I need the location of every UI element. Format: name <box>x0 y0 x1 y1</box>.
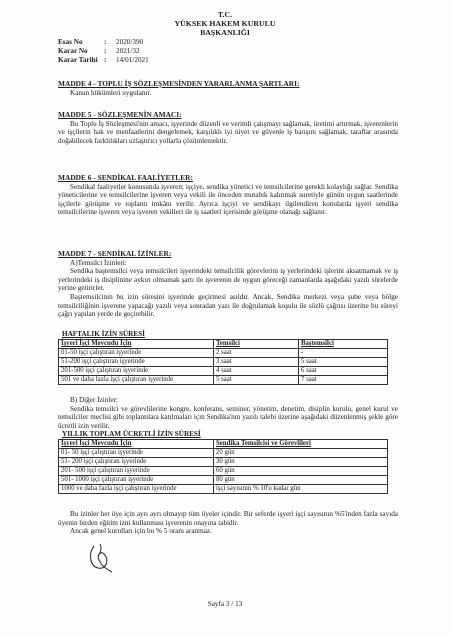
meta-key: Karar No <box>58 47 88 55</box>
table-cell: 4 saat <box>214 367 299 376</box>
article-7-a-paragraph-2: Baştemsilcinin bu izin süresini işyerinde geçirmesi asıldır. Ancak, Sendika merkezi veya şube veya bölge temsilciliğinin işverene yapacağı yazılı veya sonradan yazı ile doğrulamak koşulu ile sözlü çağrısı üzerine bu süreyi çağrı yapılan yerde de geçirebilir. <box>58 292 398 319</box>
table-cell: 60 gün <box>214 467 388 476</box>
table-row <box>59 349 388 358</box>
article-7-after-2: Ancak genel kurulları için bu % 5 oranı aranmaz. <box>70 527 212 536</box>
table-header-row <box>59 340 388 349</box>
table-cell: 80 gün <box>214 476 388 485</box>
article-7-b-paragraph-1: Sendika temsilci ve görevlilerine kongre, konferans, seminer, yönetim, denetim, disiplin kurulu, genel kurul ve temsilciler meclisi gibi toplantılara katılmaları için Sendika'nın yazılı talebi üzerine aşağıdaki düzenlenmiş şekle göre ücretli izin verilir. <box>58 404 398 430</box>
table-cell: 51-200 işçi çalıştıran işyerinde <box>59 358 214 367</box>
meta-key: Karar Tarihi <box>58 56 98 64</box>
table-cell: 01-50 işçi çalıştıran işyerinde <box>59 349 214 358</box>
table-cell: işçi sayısının % 10'u kadar gün <box>214 485 388 494</box>
meta-value: 2020/390 <box>116 38 144 46</box>
header-institution: YÜKSEK HAKEM KURULU <box>174 19 276 28</box>
article-5 <box>58 111 398 145</box>
meta-row-esas <box>58 38 149 47</box>
table-header-row <box>59 440 388 449</box>
table-cell: 51- 200 işçi çalıştıran işyerinde <box>59 458 214 467</box>
article-7-a-paragraph-1: Sendika baştemsilci veya temsilcileri işyerindeki temsilcilik görevlerini iş yerlerindeki işlerini aksatmamak ve iş yerlerindeki iş disiplinine aykırı olmamak şartı ile işverenin de uygun göreceği zamanlarda aşağıdaki yazılı sürelerde yerine getirirler. <box>58 267 398 293</box>
table-cell: 501 ve daha fazla işçi çalıştıran işyerinde <box>59 376 214 385</box>
table-row <box>59 485 388 494</box>
article-6-body: Sendikal faaliyetler konusunda işveren; işçiye, sendika yönetici ve temsilcilerine gerekli kolaylığı sağlar. Sendika yöneticilerine ve temsilcilerine işveren veya vekili ile önceden mutabık kalınmak suretiyle günün uygun saatlerinde işçilerle görüşme ve toplantı imkânı verilir. Ayrıca işçiyi ve sendikayı ilgilendiren konularda işyeri sendika temsilcilerine işveren veya işveren vekilleri ile iş saatleri içerisinde görüşme olanağı sağlanır. <box>58 182 398 217</box>
table-header-cell: Sendika Temsilcisi ve Görevlileri <box>214 440 388 449</box>
meta-key: Esas No <box>58 38 83 46</box>
article-4-body: Kanun hükümleri uygulanır. <box>70 88 152 97</box>
article-5-title: MADDE 5 - SÖZLEŞMENİN AMACI: <box>58 110 182 119</box>
table-2-title: YILLIK TOPLAM ÜCRETLİ İZİN SÜRESİ <box>62 430 201 438</box>
table-1-title: HAFTALIK İZİN SÜRESİ <box>62 330 145 338</box>
article-7-b <box>58 396 398 430</box>
case-meta <box>58 38 149 65</box>
table-cell: 5 saat <box>299 358 388 367</box>
article-7 <box>58 250 398 319</box>
annual-leave-table <box>58 439 388 494</box>
table-row <box>59 467 388 476</box>
meta-value: 14/01/2021 <box>116 56 149 64</box>
article-4-title: MADDE 4 - TOPLU İŞ SÖZLEŞMESİNDEN YARARLANMA ŞARTLARI: <box>58 79 300 88</box>
table-header-cell: İşyeri İşçi Mevcudu İçin <box>59 440 214 449</box>
table-header-cell: Baştemsilci <box>299 340 388 349</box>
header-department: BAŞKANLIĞI <box>200 28 250 37</box>
table-row <box>59 367 388 376</box>
article-4 <box>58 80 398 97</box>
table-header-cell: Temsilci <box>214 340 299 349</box>
handwritten-initial <box>86 540 116 574</box>
table-cell: 01- 50 işçi çalıştıran işyerinde <box>59 449 214 458</box>
article-6-title: MADDE 6 - SENDİKAL FAALİYETLER: <box>58 173 193 182</box>
article-7-after-1: Bu izinler her üye için ayrı ayrı olmayıp tüm üyeler içindir. Bir seferde işyeri işçi sayısının %5'inden fazla sayıda üyenin birden eğitim izni kullanması işverenin onayına tabidir. <box>58 510 398 527</box>
meta-colon: : <box>104 47 107 55</box>
table-cell: 6 saat <box>299 367 388 376</box>
table-cell: - <box>299 349 388 358</box>
table-cell: 501- 1000 işçi çalıştıran işyerinde <box>59 476 214 485</box>
table-cell: 1000 ve daha fazla işçi çalıştıran işyerinde <box>59 485 214 494</box>
table-cell: 30 gün <box>214 458 388 467</box>
table-cell: 201- 500 işçi çalıştıran işyerinde <box>59 467 214 476</box>
article-7-title: MADDE 7 - SENDİKAL İZİNLER: <box>58 249 172 258</box>
meta-colon: : <box>104 56 107 64</box>
table-row <box>59 476 388 485</box>
table-cell: 20 gün <box>214 449 388 458</box>
table-cell: 201-500 işçi çalıştıran işyerinde <box>59 367 214 376</box>
article-7-a-title: A)Temsilci İzinleri: <box>70 258 127 267</box>
article-7-closing <box>58 510 398 536</box>
meta-colon: : <box>104 38 107 46</box>
table-row <box>59 376 388 385</box>
page-number: Sayfa 3 / 13 <box>207 600 243 608</box>
table-cell: 3 saat <box>214 358 299 367</box>
weekly-leave-table <box>58 339 388 385</box>
table-cell: 7 saat <box>299 376 388 385</box>
header-tc: T.C. <box>217 10 233 19</box>
meta-row-karar <box>58 47 149 56</box>
table-cell: 2 saat <box>214 349 299 358</box>
table-cell: 5 saat <box>214 376 299 385</box>
table-row <box>59 458 388 467</box>
table-row <box>59 449 388 458</box>
article-5-body: Bu Toplu İş Sözleşmesi'nin amacı, işyerinde düzenli ve verimli çalışmayı sağlamak, üretimi artırmak, işverenlerin ve işçilerin hak ve menfaatlerini dengelemek, karşılıklı iyi niyet ve güvenle iş barışını sağlamak, taraflar arasında doğabilecek farklılıkları uzlaştırıcı yollarla çözümlemektir. <box>58 119 398 145</box>
meta-value: 2021/32 <box>116 47 140 55</box>
table-header-cell: İşyeri İşçi Mevcudu İçin <box>59 340 214 349</box>
article-7-b-title: B) Diğer İzinler: <box>70 396 118 404</box>
meta-row-tarih <box>58 56 149 65</box>
table-row <box>59 358 388 367</box>
article-6 <box>58 174 398 217</box>
